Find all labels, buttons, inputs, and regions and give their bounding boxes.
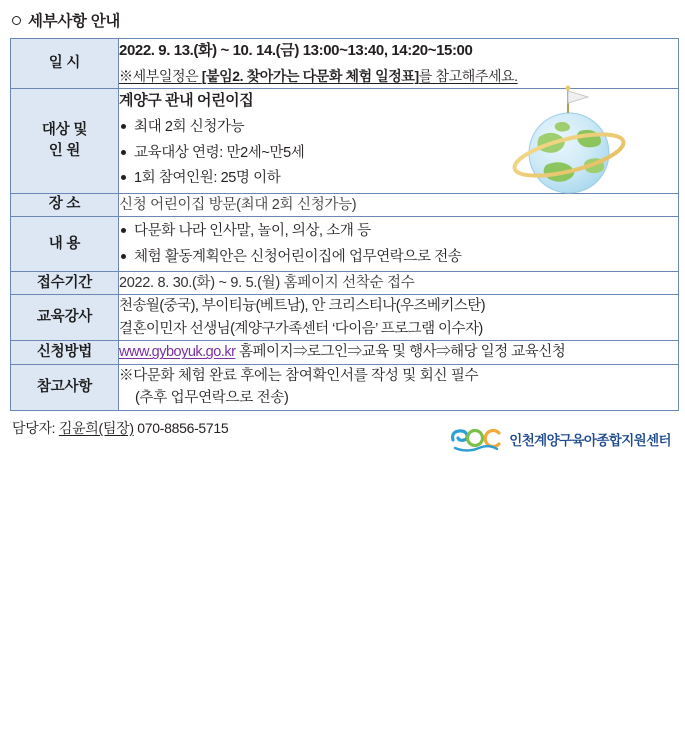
row-label-target-line1: 대상 및	[41, 121, 88, 138]
row-value-date	[119, 39, 679, 89]
row-label-content: 내 용	[11, 217, 119, 272]
row-label-place: 장 소	[11, 193, 119, 216]
row-label-target	[11, 88, 119, 193]
table-row	[11, 272, 679, 295]
row-value-period	[119, 272, 679, 295]
place-text: 신청 어린이집 방문(최대 2회 신청가능)	[119, 196, 357, 213]
row-label-date: 일 시	[11, 39, 119, 89]
list-item: 다문화 나라 인사말, 놀이, 의상, 소개 등	[119, 220, 678, 242]
contact-name: 김윤희(팀장)	[58, 419, 134, 436]
homepage-link[interactable]: www.gyboyuk.go.kr	[119, 344, 236, 361]
content-list	[119, 220, 678, 268]
footer	[12, 418, 677, 466]
list-item: 체험 활동계획안은 신청어린이집에 업무연락으로 전송	[119, 246, 678, 268]
table-row	[11, 295, 679, 341]
date-note-line	[119, 66, 678, 88]
date-note-bold: [붙임2. 찾아가는 다문화 체험 일정표]	[201, 68, 419, 85]
section-heading	[12, 9, 677, 31]
logo-text: 인천계양구육아종합지원센터	[509, 432, 671, 448]
row-label-instructors: 교육강사	[11, 295, 119, 341]
soc-logo-icon	[449, 424, 503, 454]
row-label-apply: 신청방법	[11, 341, 119, 364]
contact-prefix: 담당자:	[12, 419, 59, 436]
row-label-target-line2: 인 원	[48, 142, 81, 159]
note-line-2: (추후 업무연락으로 전송)	[135, 390, 289, 407]
list-item: 1회 참여인원: 25명 이하	[119, 167, 678, 189]
date-note-suffix: 를 참고해주세요.	[418, 68, 518, 85]
apply-line	[119, 341, 678, 363]
row-value-apply	[119, 341, 679, 364]
table-row	[11, 364, 679, 410]
contact-phone: 070-8856-5715	[133, 419, 229, 436]
row-label-notes: 참고사항	[11, 364, 119, 410]
instructor-line-1: 천송월(중국), 부이티늉(베트남), 안 크리스티나(우즈베키스탄)	[119, 298, 486, 315]
row-value-notes	[119, 364, 679, 410]
organization-logo	[449, 424, 671, 454]
list-item: 최대 2회 신청가능	[119, 116, 678, 138]
target-list	[119, 116, 678, 189]
target-title: 계양구 관내 어린이집	[119, 91, 254, 109]
date-main-line: 2022. 9. 13.(화) ~ 10. 14.(금) 13:00~13:40, 14:20~15:00	[119, 42, 473, 59]
row-value-content	[119, 217, 679, 272]
row-label-period: 접수기간	[11, 272, 119, 295]
table-row	[11, 217, 679, 272]
instructor-line-2: 결혼이민자 선생님(계양구가족센터 ‘다이음’ 프로그램 이수자)	[119, 320, 483, 337]
row-value-instructors	[119, 295, 679, 341]
row-value-target	[119, 88, 679, 193]
row-value-place	[119, 193, 679, 216]
apply-text: 홈페이지⇒로그인⇒교육 및 행사⇒해당 일정 교육신청	[235, 344, 566, 361]
period-text: 2022. 8. 30.(화) ~ 9. 5.(월) 홈페이지 선착순 접수	[119, 275, 415, 291]
page-title: 세부사항 안내	[28, 13, 121, 30]
note-line-1: ※다문화 체험 완료 후에는 참여확인서를 작성 및 회신 필수	[119, 367, 479, 384]
date-note-prefix: ※세부일정은	[119, 68, 202, 85]
table-row	[11, 193, 679, 216]
table-row	[11, 88, 679, 193]
table-row	[11, 39, 679, 89]
detail-table	[10, 38, 679, 411]
circle-bullet-icon	[12, 16, 21, 25]
table-row	[11, 341, 679, 364]
list-item: 교육대상 연령: 만2세~만5세	[119, 142, 678, 164]
